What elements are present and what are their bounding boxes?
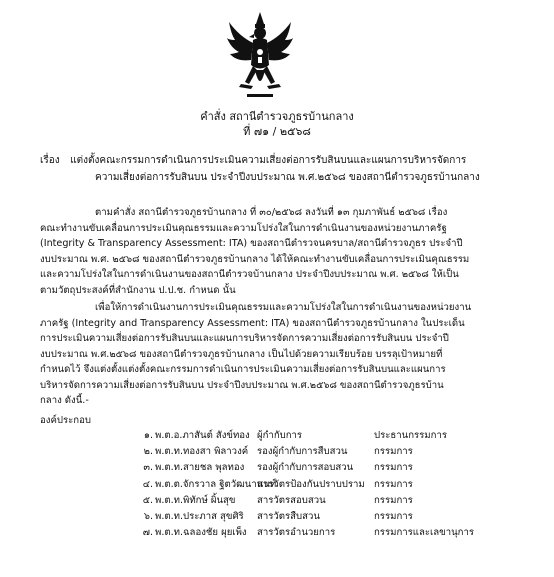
paragraph-line: กลาง ดังนี้.-: [40, 395, 89, 406]
member-row: [0, 460, 554, 476]
member-role: กรรมการ: [374, 446, 413, 458]
paragraph-line: งบประมาณ พ.ศ.๒๕๖๘ ของสถานีตำรวจภูธรบ้านกลาง เป็นไปด้วยความเรียบร้อย บรรลุเป้าหมายที่: [40, 348, 443, 360]
members-list: [0, 428, 554, 541]
paragraph-line: บริหารจัดการความเสี่ยงต่อการรับสินบน ประจำปีงบประมาณ พ.ศ.๒๕๖๘ ของสถานีตำรวจภูธรบ้าน: [40, 379, 444, 391]
member-number: ๗.: [142, 527, 153, 539]
paragraph-line: ตามคำสั่ง สถานีตำรวจภูธรบ้านกลาง ที่ ๓๐/๒๕๖๘ ลงวันที่ ๑๓ กุมภาพันธ์ ๒๕๖๘ เรื่อง: [95, 207, 448, 218]
member-number: ๖.: [143, 510, 153, 522]
member-role: กรรมการและเลขานุการ: [374, 527, 475, 539]
member-row: [0, 428, 554, 444]
garuda-emblem-icon: [225, 10, 295, 100]
member-name: พ.ต.ท.พิทักษ์ ผิ้นสุข: [155, 494, 236, 506]
member-row: [0, 525, 554, 541]
member-name: พ.ต.ท.ประภาส สุขศิริ: [155, 510, 244, 522]
subject-block: [40, 152, 520, 186]
member-position: รองผู้กำกับการสืบสวน: [257, 446, 348, 458]
member-position: รองผู้กำกับการสอบสวน: [257, 462, 354, 474]
order-title: คำสั่ง สถานีตำรวจภูธรบ้านกลาง: [200, 110, 354, 123]
paragraph-line: งบประมาณ พ.ศ. ๒๕๖๘ ของสถานีตำรวจภูธรบ้านกลาง ได้ให้คณะทำงานขับเคลื่อนการประเมินคุณธรรม: [40, 253, 470, 265]
subject-line-1: แต่งตั้งคณะกรรมการดำเนินการประเมินความเสี่ยงต่อการรับสินบนและแผนการบริหารจัดการ: [70, 155, 467, 166]
member-name: พ.ต.อ.ภาสันต์ สังข์ทอง: [155, 430, 250, 441]
paragraph-line: กำหนดไว้ จึงแต่งตั้งแต่งตั้งคณะกรรมการดำเนินการประเมินความเสี่ยงต่อการรับสินบนและแผนการ: [40, 364, 446, 375]
member-position: ผู้กำกับการ: [257, 430, 303, 441]
member-position: สารวัตรสืบสวน: [257, 510, 320, 522]
paragraph-line: คณะทำงานขับเคลื่อนการประเมินคุณธรรมและความโปร่งใสในการดำเนินงานของหน่วยงานภาครัฐ: [40, 222, 447, 234]
subject-line-2: ความเสี่ยงต่อการรับสินบน ประจำปีงบประมาณ พ.ศ.๒๕๖๘ ของสถานีตำรวจภูธรบ้านกลาง: [95, 172, 480, 183]
member-role: ประธานกรรมการ: [374, 430, 447, 441]
member-role: กรรมการ: [374, 494, 413, 506]
order-number: ที่ ๗๑ / ๒๕๖๘: [243, 125, 311, 138]
member-row: [0, 493, 554, 509]
member-number: ๑.: [143, 430, 153, 441]
member-row: [0, 477, 554, 493]
member-row: [0, 444, 554, 460]
paragraph-line: เพื่อให้การดำเนินงานการประเมินคุณธรรมและความโปร่งใสในการดำเนินงานของหน่วยงาน: [95, 302, 472, 313]
member-number: ๔.: [142, 478, 153, 490]
member-number: ๕.: [142, 494, 153, 506]
member-name: พ.ต.ท.ทองสา พิลาวงค์: [155, 446, 249, 458]
paragraph-line: (Integrity & Transparency Assessment: ITA) ของสถานีตำรวจนครบาล/สถานีตำรวจภูธร ประจำปี: [40, 238, 463, 249]
member-position: สารวัตรป้องกันปราบปราม: [257, 478, 365, 490]
member-role: กรรมการ: [374, 462, 413, 474]
member-name: พ.ต.ท.สายชล พุลทอง: [155, 462, 245, 474]
member-role: กรรมการ: [374, 478, 413, 490]
paragraph-line: การประเมินความเสี่ยงต่อการรับสินบนและแผนการบริหารจัดการความเสี่ยงต่อการรับสินบน ประจำปี: [40, 333, 449, 344]
subject-label: เรื่อง: [40, 155, 60, 166]
member-role: กรรมการ: [374, 510, 413, 522]
paragraph-appointment: [40, 300, 510, 409]
member-row: [0, 509, 554, 525]
members-heading: องค์ประกอบ: [40, 415, 91, 426]
paragraph-reference: [40, 205, 510, 298]
member-position: สารวัตรอำนวยการ: [257, 527, 336, 539]
member-position: สารวัตรสอบสวน: [257, 494, 326, 506]
member-number: ๓.: [143, 462, 153, 474]
paragraph-line: ภาครัฐ (Integrity and Transparency Assessment: ITA) ของสถานีตำรวจภูธรบ้านกลาง ในประเด็น: [40, 317, 465, 329]
member-number: ๒.: [143, 446, 153, 458]
paragraph-line: และความโปร่งใสในการดำเนินงานของสถานีตำรวจบ้านกลาง ประจำปีงบประมาณ พ.ศ. ๒๕๖๘ ให้เป็น: [40, 269, 459, 280]
member-name: พ.ต.ท.ฉลองชัย ผุยเพ็ง: [155, 527, 247, 539]
member-name: พ.ต.ต.จักรวาล ฐิตวัฒนานนท์: [155, 478, 277, 490]
paragraph-line: ตามวัตถุประสงค์ที่สำนักงาน ป.ป.ช. กำหนด นั้น: [40, 284, 236, 296]
